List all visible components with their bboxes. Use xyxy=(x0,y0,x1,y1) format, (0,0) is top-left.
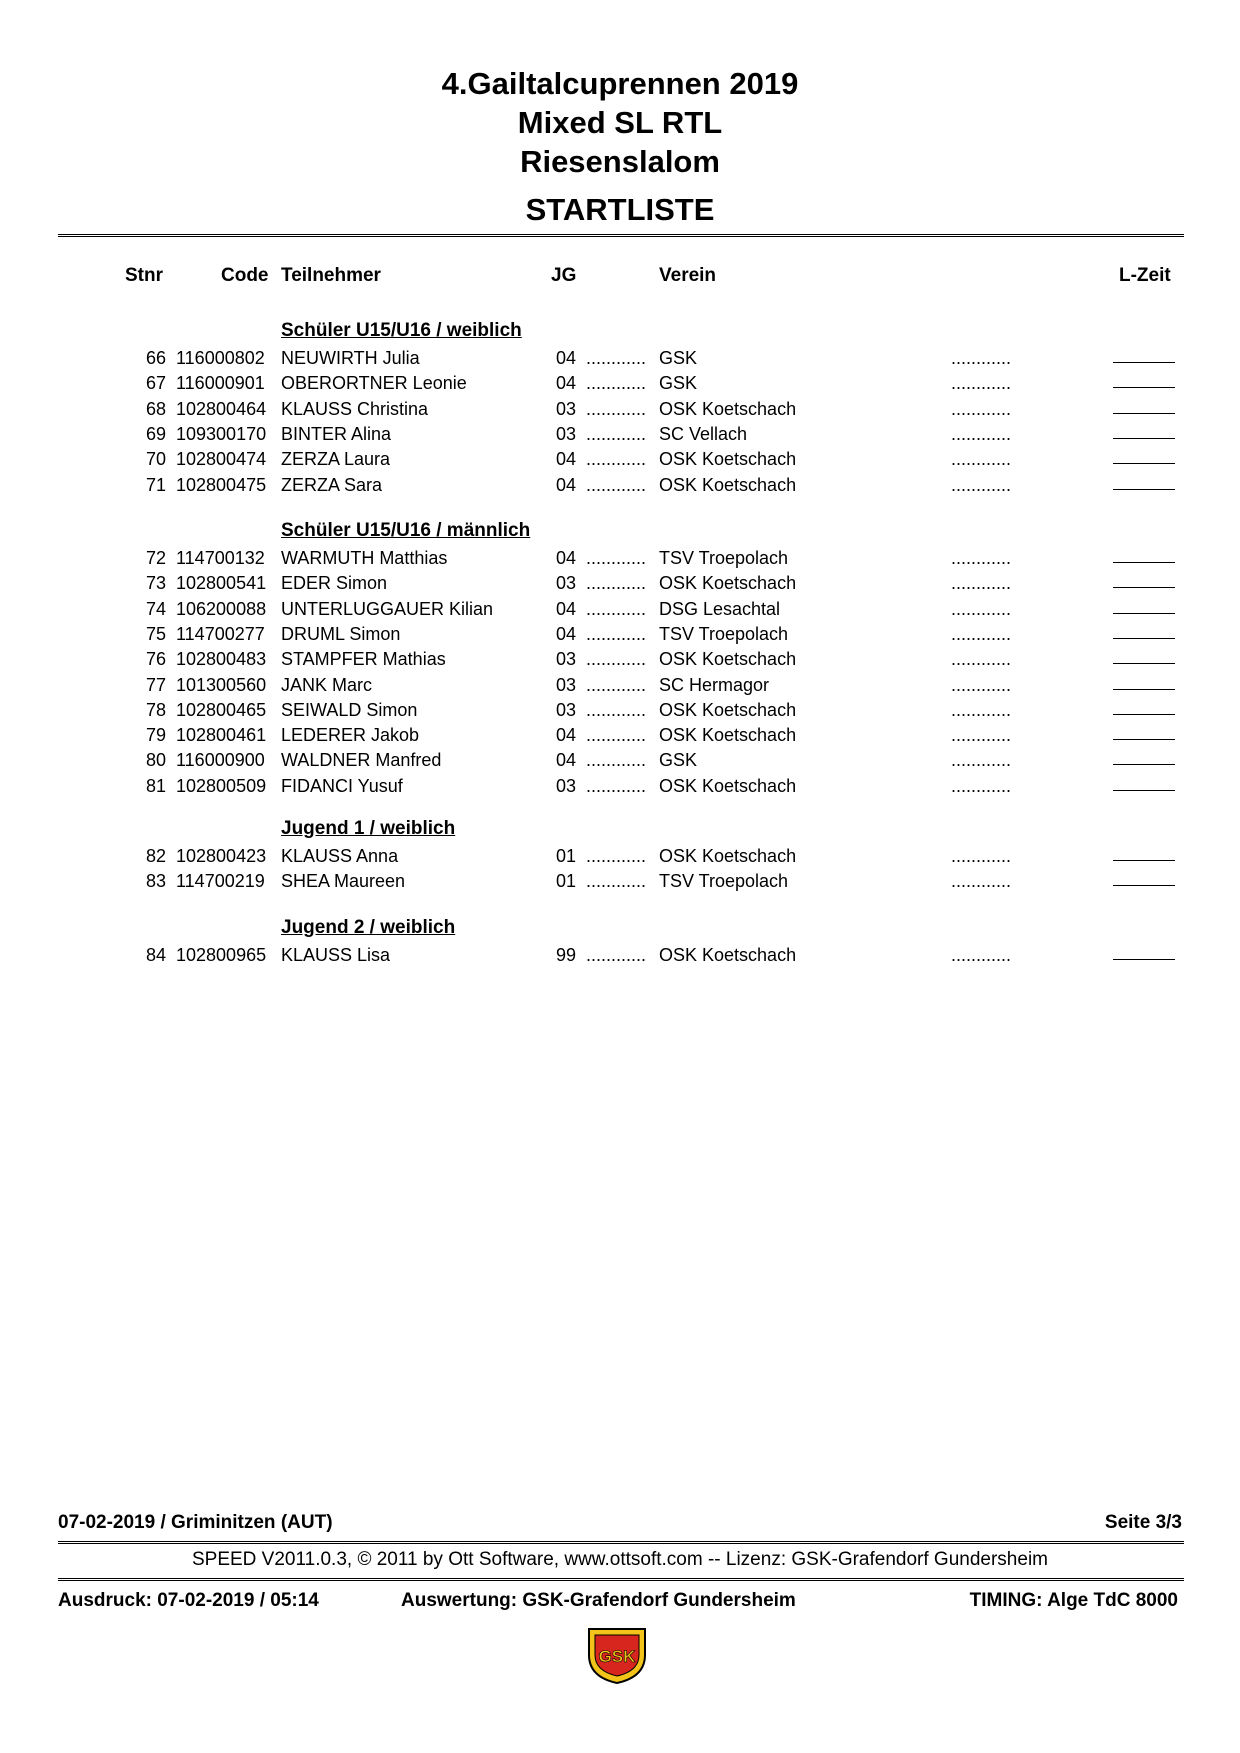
athlete-code: 102800423 xyxy=(176,846,267,866)
club-name: OSK Koetschach xyxy=(659,725,797,745)
col-header-lzeit: L-Zeit xyxy=(1119,265,1171,286)
club-name: SC Vellach xyxy=(659,424,748,444)
list-row xyxy=(0,776,1240,800)
leader-dots: ............ xyxy=(586,573,647,593)
list-row xyxy=(0,750,1240,774)
club-name: OSK Koetschach xyxy=(659,399,797,419)
birth-year: 03 xyxy=(556,424,577,444)
birth-year: 04 xyxy=(556,750,577,770)
leader-dots: ............ xyxy=(951,475,1012,495)
section-title: Schüler U15/U16 / weiblich xyxy=(281,320,522,341)
athlete-name: DRUML Simon xyxy=(281,624,401,644)
start-number: 67 xyxy=(145,373,166,393)
start-number: 66 xyxy=(145,348,166,368)
athlete-code: 102800461 xyxy=(176,725,267,745)
time-blank-line xyxy=(1113,725,1175,740)
footer-divider-bottom xyxy=(58,1578,1184,1581)
club-name: TSV Troepolach xyxy=(659,624,789,644)
footer-date-location: 07-02-2019 / Griminitzen (AUT) xyxy=(58,1512,333,1533)
time-blank-line xyxy=(1113,348,1175,363)
col-header-teilnehmer: Teilnehmer xyxy=(281,265,381,286)
footer-evaluation: Auswertung: GSK-Grafendorf Gundersheim xyxy=(401,1590,796,1611)
athlete-name: UNTERLUGGAUER Kilian xyxy=(281,599,494,619)
footer-divider-top xyxy=(58,1541,1184,1544)
athlete-name: KLAUSS Lisa xyxy=(281,945,391,965)
title-discipline: Riesenslalom xyxy=(520,144,720,179)
start-number: 79 xyxy=(145,725,166,745)
time-blank-line xyxy=(1113,776,1175,791)
leader-dots: ............ xyxy=(951,776,1012,796)
athlete-code: 109300170 xyxy=(176,424,267,444)
start-number: 75 xyxy=(145,624,166,644)
start-number: 71 xyxy=(145,475,166,495)
birth-year: 04 xyxy=(556,475,577,495)
list-row xyxy=(0,846,1240,870)
athlete-name: BINTER Alina xyxy=(281,424,392,444)
leader-dots: ............ xyxy=(586,399,647,419)
athlete-name: NEUWIRTH Julia xyxy=(281,348,420,368)
time-blank-line xyxy=(1113,449,1175,464)
footer-software: SPEED V2011.0.3, © 2011 by Ott Software, www.ottsoft.com -- Lizenz: GSK-Grafendorf Gundersheim xyxy=(191,1549,1048,1570)
athlete-code: 114700277 xyxy=(176,624,265,644)
leader-dots: ............ xyxy=(951,649,1012,669)
birth-year: 03 xyxy=(556,573,577,593)
leader-dots: ............ xyxy=(951,675,1012,695)
club-name: TSV Troepolach xyxy=(659,871,789,891)
list-row xyxy=(0,424,1240,448)
leader-dots: ............ xyxy=(951,424,1012,444)
birth-year: 01 xyxy=(556,871,577,891)
start-number: 82 xyxy=(145,846,166,866)
birth-year: 04 xyxy=(556,725,577,745)
athlete-code: 102800509 xyxy=(176,776,267,796)
birth-year: 01 xyxy=(556,846,577,866)
birth-year: 04 xyxy=(556,348,577,368)
leader-dots: ............ xyxy=(951,373,1012,393)
time-blank-line xyxy=(1113,750,1175,765)
leader-dots: ............ xyxy=(951,846,1012,866)
list-row xyxy=(0,871,1240,895)
athlete-code: 114700219 xyxy=(176,871,265,891)
athlete-code: 102800465 xyxy=(176,700,267,720)
leader-dots: ............ xyxy=(586,649,647,669)
athlete-code: 114700132 xyxy=(176,548,265,568)
athlete-name: LEDERER Jakob xyxy=(281,725,420,745)
birth-year: 04 xyxy=(556,373,577,393)
club-name: OSK Koetschach xyxy=(659,776,797,796)
list-row xyxy=(0,725,1240,749)
list-row xyxy=(0,599,1240,623)
start-number: 73 xyxy=(145,573,166,593)
athlete-name: ZERZA Laura xyxy=(281,449,391,469)
start-number: 81 xyxy=(145,776,166,796)
leader-dots: ............ xyxy=(951,624,1012,644)
time-blank-line xyxy=(1113,475,1175,490)
club-name: TSV Troepolach xyxy=(659,548,789,568)
leader-dots: ............ xyxy=(586,846,647,866)
time-blank-line xyxy=(1113,871,1175,886)
athlete-name: ZERZA Sara xyxy=(281,475,383,495)
start-number: 83 xyxy=(145,871,166,891)
athlete-name: FIDANCI Yusuf xyxy=(281,776,403,796)
athlete-name: EDER Simon xyxy=(281,573,388,593)
time-blank-line xyxy=(1113,624,1175,639)
athlete-name: WALDNER Manfred xyxy=(281,750,442,770)
time-blank-line xyxy=(1113,700,1175,715)
athlete-code: 102800475 xyxy=(176,475,267,495)
col-header-verein: Verein xyxy=(659,265,717,286)
start-number: 72 xyxy=(145,548,166,568)
list-row xyxy=(0,649,1240,673)
list-row xyxy=(0,548,1240,572)
start-number: 84 xyxy=(145,945,166,965)
athlete-name: KLAUSS Anna xyxy=(281,846,399,866)
leader-dots: ............ xyxy=(586,373,647,393)
leader-dots: ............ xyxy=(586,700,647,720)
col-header-jg: JG xyxy=(551,265,577,286)
leader-dots: ............ xyxy=(586,725,647,745)
birth-year: 04 xyxy=(556,599,577,619)
title-list-type: STARTLISTE xyxy=(525,192,715,227)
section-title: Jugend 1 / weiblich xyxy=(281,818,456,839)
gsk-logo xyxy=(585,1625,649,1685)
time-blank-line xyxy=(1113,373,1175,388)
time-blank-line xyxy=(1113,649,1175,664)
leader-dots: ............ xyxy=(951,750,1012,770)
list-row xyxy=(0,399,1240,423)
leader-dots: ............ xyxy=(586,475,647,495)
start-number: 76 xyxy=(145,649,166,669)
start-number: 74 xyxy=(145,599,166,619)
list-row xyxy=(0,675,1240,699)
athlete-name: KLAUSS Christina xyxy=(281,399,429,419)
club-name: OSK Koetschach xyxy=(659,700,797,720)
athlete-code: 102800541 xyxy=(176,573,267,593)
leader-dots: ............ xyxy=(951,548,1012,568)
footer-printout: Ausdruck: 07-02-2019 / 05:14 xyxy=(58,1590,319,1611)
leader-dots: ............ xyxy=(586,348,647,368)
leader-dots: ............ xyxy=(586,776,647,796)
leader-dots: ............ xyxy=(951,700,1012,720)
athlete-code: 106200088 xyxy=(176,599,267,619)
club-name: GSK xyxy=(659,750,698,770)
club-name: DSG Lesachtal xyxy=(659,599,781,619)
leader-dots: ............ xyxy=(951,449,1012,469)
list-row xyxy=(0,449,1240,473)
list-row xyxy=(0,475,1240,499)
athlete-code: 102800464 xyxy=(176,399,267,419)
list-row xyxy=(0,700,1240,724)
athlete-name: JANK Marc xyxy=(281,675,373,695)
time-blank-line xyxy=(1113,675,1175,690)
list-row xyxy=(0,348,1240,372)
club-name: OSK Koetschach xyxy=(659,846,797,866)
header-divider xyxy=(58,234,1184,237)
leader-dots: ............ xyxy=(951,725,1012,745)
footer-page-number: Seite 3/3 xyxy=(1104,1512,1182,1533)
leader-dots: ............ xyxy=(586,449,647,469)
start-number: 68 xyxy=(145,399,166,419)
leader-dots: ............ xyxy=(586,624,647,644)
birth-year: 03 xyxy=(556,399,577,419)
section-title: Schüler U15/U16 / männlich xyxy=(281,520,531,541)
birth-year: 04 xyxy=(556,548,577,568)
title-event: 4.Gailtalcuprennen 2019 xyxy=(441,66,799,101)
athlete-code: 102800965 xyxy=(176,945,267,965)
club-name: GSK xyxy=(659,348,698,368)
athlete-name: OBERORTNER Leonie xyxy=(281,373,467,393)
birth-year: 03 xyxy=(556,776,577,796)
birth-year: 04 xyxy=(556,449,577,469)
club-name: OSK Koetschach xyxy=(659,945,797,965)
athlete-name: STAMPFER Mathias xyxy=(281,649,446,669)
time-blank-line xyxy=(1113,846,1175,861)
list-row xyxy=(0,573,1240,597)
start-number: 78 xyxy=(145,700,166,720)
club-name: OSK Koetschach xyxy=(659,649,797,669)
leader-dots: ............ xyxy=(586,548,647,568)
athlete-code: 102800483 xyxy=(176,649,267,669)
leader-dots: ............ xyxy=(951,945,1012,965)
time-blank-line xyxy=(1113,945,1175,960)
title-category: Mixed SL RTL xyxy=(517,105,723,140)
birth-year: 04 xyxy=(556,624,577,644)
leader-dots: ............ xyxy=(586,750,647,770)
birth-year: 03 xyxy=(556,700,577,720)
athlete-name: WARMUTH Matthias xyxy=(281,548,448,568)
start-number: 69 xyxy=(145,424,166,444)
athlete-code: 116000900 xyxy=(176,750,265,770)
logo-text: GSK xyxy=(598,1647,636,1666)
club-name: OSK Koetschach xyxy=(659,573,797,593)
time-blank-line xyxy=(1113,573,1175,588)
club-name: GSK xyxy=(659,373,698,393)
time-blank-line xyxy=(1113,548,1175,563)
leader-dots: ............ xyxy=(951,573,1012,593)
leader-dots: ............ xyxy=(586,675,647,695)
list-row xyxy=(0,945,1240,969)
athlete-code: 116000802 xyxy=(176,348,265,368)
athlete-name: SHEA Maureen xyxy=(281,871,406,891)
start-number: 70 xyxy=(145,449,166,469)
athlete-name: SEIWALD Simon xyxy=(281,700,418,720)
leader-dots: ............ xyxy=(586,871,647,891)
club-name: SC Hermagor xyxy=(659,675,770,695)
list-row xyxy=(0,373,1240,397)
club-name: OSK Koetschach xyxy=(659,475,797,495)
list-row xyxy=(0,624,1240,648)
time-blank-line xyxy=(1113,424,1175,439)
athlete-code: 116000901 xyxy=(176,373,265,393)
time-blank-line xyxy=(1113,399,1175,414)
birth-year: 03 xyxy=(556,649,577,669)
col-header-stnr: Stnr xyxy=(125,265,163,286)
birth-year: 03 xyxy=(556,675,577,695)
footer-timing: TIMING: Alge TdC 8000 xyxy=(969,1590,1178,1611)
leader-dots: ............ xyxy=(951,599,1012,619)
leader-dots: ............ xyxy=(951,348,1012,368)
leader-dots: ............ xyxy=(586,599,647,619)
athlete-code: 101300560 xyxy=(176,675,267,695)
leader-dots: ............ xyxy=(951,399,1012,419)
leader-dots: ............ xyxy=(586,424,647,444)
leader-dots: ............ xyxy=(586,945,647,965)
col-header-code: Code xyxy=(221,265,269,286)
start-number: 77 xyxy=(145,675,166,695)
start-number: 80 xyxy=(145,750,166,770)
club-name: OSK Koetschach xyxy=(659,449,797,469)
birth-year: 99 xyxy=(556,945,577,965)
time-blank-line xyxy=(1113,599,1175,614)
leader-dots: ............ xyxy=(951,871,1012,891)
section-title: Jugend 2 / weiblich xyxy=(281,917,456,938)
athlete-code: 102800474 xyxy=(176,449,267,469)
